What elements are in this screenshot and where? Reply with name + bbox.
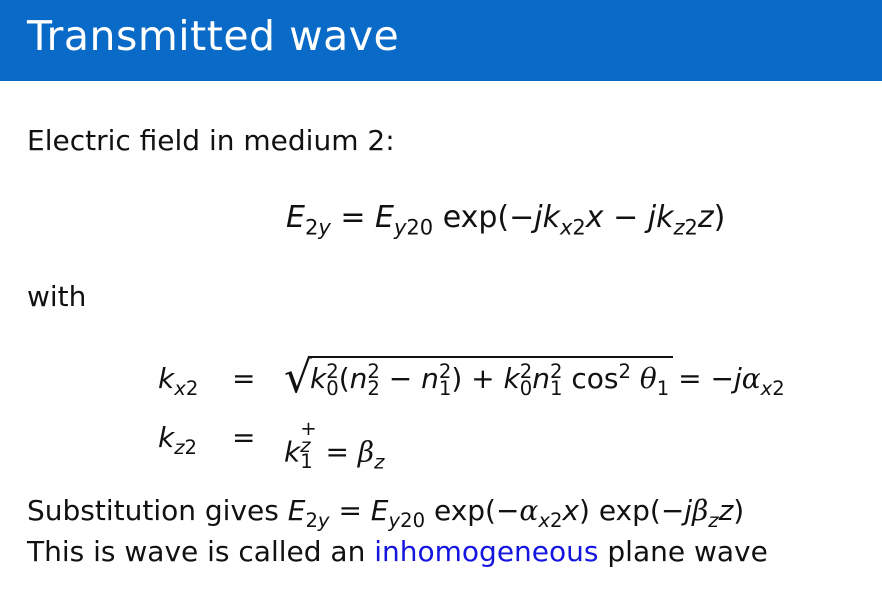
inhomogeneous-highlight: inhomogeneous xyxy=(374,535,599,568)
substitution-line xyxy=(27,494,745,532)
equation-kz2-equals: = xyxy=(232,421,256,454)
equation-kx2-equals: = xyxy=(232,362,256,395)
equation-substituted: $E_{2y} = E_{y20}$ $\exp(-\alpha_{x2}x)$ $\exp(-j\beta_zz)$ xyxy=(287,494,745,532)
equation-kx2-lhs: $k_{x2}$ xyxy=(158,362,199,400)
sqrt-icon: √ k 2 0 (n 2 2 − n 2 1 ) + k 2 0 n 2 1 $\cos^2 \theta_1$ xyxy=(284,362,669,398)
wave-sentence-suffix: plane wave xyxy=(607,535,768,568)
equation-kx2-rhs: √ k 2 0 (n 2 2 − n 2 1 ) + k 2 0 n 2 1 $\cos^2 \theta_1 = -j\alpha_{x2}$ xyxy=(284,352,785,403)
equation-kz2-rhs: k + z 1 = $\beta_z$ xyxy=(284,417,385,474)
equation-kz2-lhs: $k_{z2}$ xyxy=(158,421,197,459)
wave-sentence xyxy=(27,535,768,568)
equation-e2y: $E_{2y} = E_{y20}$ $\exp(-jk_{x2}x - jk_{z2}z)$ xyxy=(286,200,726,240)
with-label: with xyxy=(27,280,87,313)
title-bar xyxy=(0,0,882,81)
intro-text: Electric field in medium 2: xyxy=(27,124,395,157)
wave-sentence-prefix: This is wave is called an xyxy=(27,535,366,568)
substitution-prefix: Substitution gives xyxy=(27,494,279,527)
slide-title: Transmitted wave xyxy=(27,12,400,60)
